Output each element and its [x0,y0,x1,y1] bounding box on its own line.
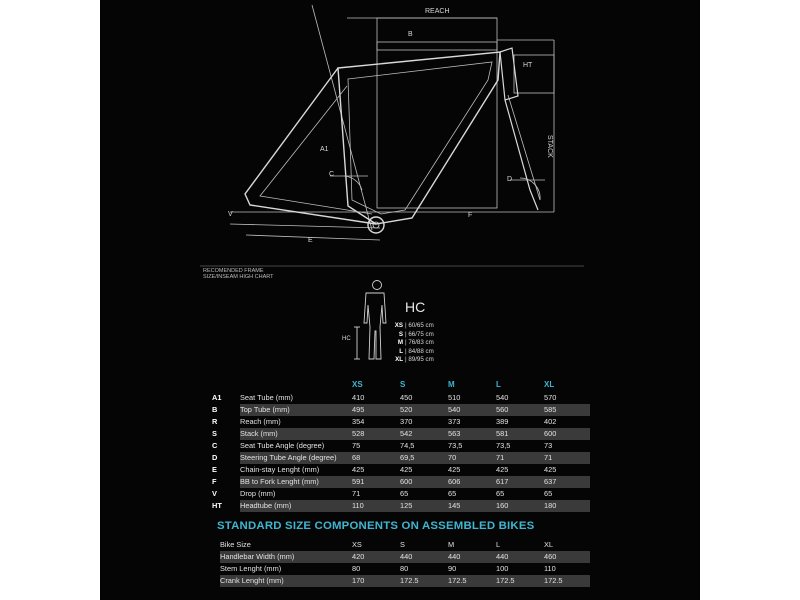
size-chart-title-2: SIZE/INSEAM HIGH CHART [203,274,274,280]
table-row: F BB to Fork Lenght (mm) 591 600 606 617 637 [212,476,590,488]
col-l: L [496,380,501,389]
table-row: Stem Lenght (mm) 80 80 90 100 110 [220,564,556,573]
geometry-table [212,378,590,512]
table-row: B Top Tube (mm) 495 520 540 560 585 [212,404,590,416]
label-c: C [329,171,335,178]
label-reach: REACH [425,8,450,15]
size-chart-heading [203,268,274,280]
table-row: E Chain-stay Lenght (mm) 425 425 425 425 425 [212,465,557,474]
col-xs: XS [352,380,363,389]
col-m: M [448,380,455,389]
hc-size-row: S | 66/75 cm [398,330,434,338]
label-a1: A1 [320,146,329,153]
bike-size-label: Bike Size [220,540,251,549]
label-f: F [468,212,473,219]
table-row: S Stack (mm) 528 542 563 581 600 [212,428,590,440]
label-stack: STACK [546,135,553,158]
hc-small-label: HC [342,336,351,342]
label-v: V [228,211,233,218]
hc-size-row: M | 76/83 cm [397,339,434,347]
table-row: Crank Lenght (mm) 170 172.5 172.5 172.5 172.5 [212,575,590,587]
label-e: E [308,237,313,244]
label-d: D [507,176,513,183]
components-header-row: Bike Size XS S M L XL [220,540,554,549]
col-xl: XL [544,380,555,389]
frame-geometry-diagram [100,0,700,270]
geometry-sheet [100,0,700,600]
hc-size-row: L | 84/88 cm [399,347,434,355]
components-table [212,539,590,587]
table-row: V Drop (mm) 71 65 65 65 65 [212,489,553,498]
table-row: Handlebar Width (mm) 420 440 440 440 460 [212,551,590,563]
col-s: S [400,380,406,389]
hc-label: HC [405,299,426,315]
hc-size-row: XL | 89/95 cm [395,356,434,364]
table-row: R Reach (mm) 354 370 373 389 402 [212,417,557,426]
table-row: D Steering Tube Angle (degree) 68 69,5 70 71 71 [212,452,590,464]
table-row: A1 Seat Tube (mm) 410 450 510 540 570 [212,393,557,402]
hc-size-row: XS | 60/65 cm [394,322,434,329]
table-row: C Seat Tube Angle (degree) 75 74,5 73,5 73,5 73 [212,441,553,450]
label-b: B [408,31,413,38]
table-row: HT Headtube (mm) 110 125 145 160 180 [212,500,590,512]
components-title: STANDARD SIZE COMPONENTS ON ASSEMBLED BIKES [217,520,535,532]
size-chart-title-1: RECOMENDED FRAME [203,268,264,274]
geometry-header-row [212,378,590,392]
hc-size-list [392,322,434,365]
label-ht: HT [523,62,533,69]
